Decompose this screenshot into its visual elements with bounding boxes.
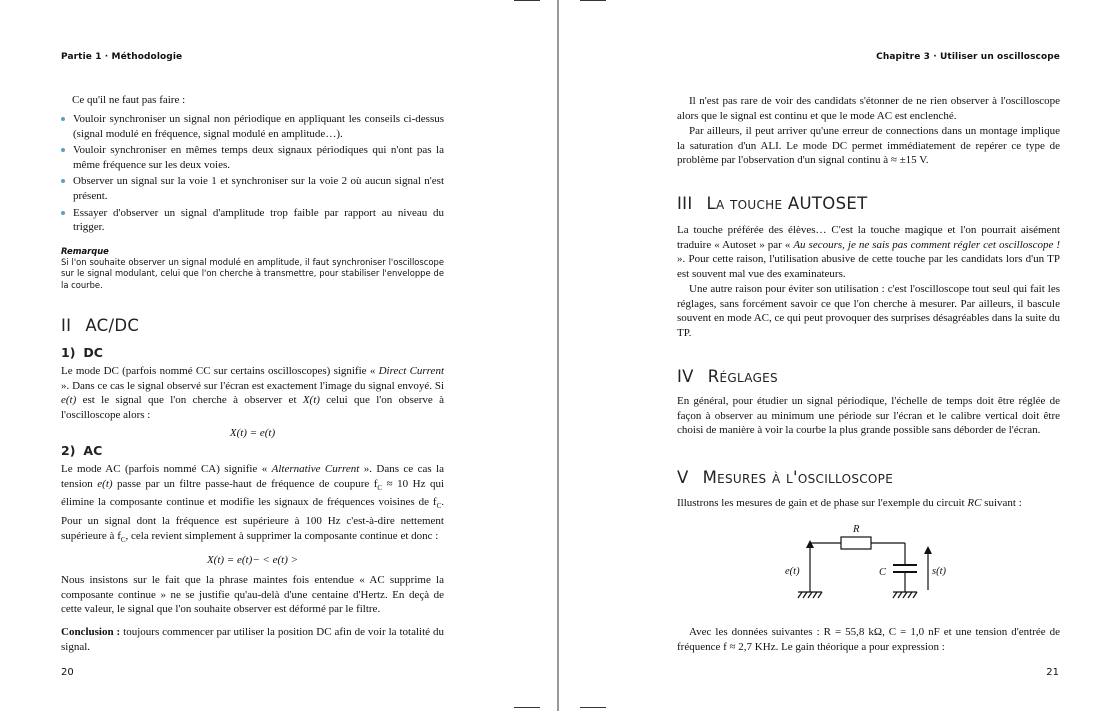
section-title: Mesures à l'oscilloscope: [702, 468, 894, 487]
bullet-icon: [61, 211, 65, 215]
bullet-icon: [61, 117, 65, 121]
rc-circuit-diagram: [783, 520, 953, 606]
page-number: 21: [1046, 667, 1059, 678]
subsection-heading-dc: [61, 345, 103, 360]
subsection-number: 2): [61, 443, 76, 458]
conclusion-paragraph: Conclusion : toujours commencer par utiliser la position DC afin de voir la totalité du signal.: [61, 626, 444, 653]
paragraph: Avec les données suivantes : R = 55,8 kΩ, C = 1,0 nF et une tension d'entrée de fréquence f ≈ 2,7 KHz. Le gain théorique a pour expression :: [677, 626, 1060, 653]
autoset-paragraph: La touche préférée des élèves… C'est la touche magique et l'on pourrait aisément traduire « Autoset » par « Au secours, je ne sais pas comment régler cet oscilloscope ! ». Pour cette raison, l'utilisation abusive de cette touche par les candidats lors d'un TP est souvent mal vue des examinateurs.: [677, 224, 1060, 280]
ac-equation: X(t) = e(t)− < e(t) >: [206, 554, 299, 566]
arrow-e-head: [806, 540, 814, 548]
input-voltage-label: e(t): [785, 566, 800, 577]
paragraph: En général, pour étudier un signal périodique, l'échelle de temps doit être réglée de façon à observer au minimum une période sur l'écran et le calibre vertical doit être choisi de manière à voir la courbe la plus grande possible sans déborder de l'écran.: [677, 395, 1060, 437]
section-number: V: [677, 468, 689, 487]
bullet-icon: [61, 179, 65, 183]
section-number: IV: [677, 367, 694, 386]
section-number: II: [61, 316, 72, 335]
subsection-title: AC: [83, 443, 103, 458]
dc-paragraph: Le mode DC (parfois nommé CC sur certains oscilloscopes) signifie « Direct Current ». Dans ce cas le signal observé sur l'écran est exactement l'image du signal envoyé. Si e(t) est le signal que l'on cherche à observer et X(t) celui que l'on observe à l'oscilloscope alors :: [61, 365, 444, 421]
resistor-symbol: [841, 537, 871, 549]
resistor-label: R: [853, 524, 860, 535]
bullet-list: [61, 112, 444, 235]
section-heading-acdc: [61, 316, 139, 335]
left-page: [0, 0, 557, 711]
subsection-title: DC: [83, 345, 103, 360]
section-heading-autoset: [677, 194, 867, 213]
ac-paragraph: Le mode AC (parfois nommé CA) signifie « Alternative Current ». Dans ce cas la tension e(t) passe par un filtre passe-haut de fréquence de coupure $f_C \approx 10$ Hz qui élimine la composante continue et modifie les signaux de fréquences voisines de $f_C$. Pour un signal dont la fréquence est supérieure à 100 Hz c'est-à-dire nettement supérieure à $f_C$, cela revient simplement à supprimer la composante continue et donc :: [61, 463, 445, 544]
running-head: Partie 1 · Méthodologie: [61, 52, 183, 62]
intro-text: Ce qu'il ne faut pas faire :: [72, 94, 186, 106]
list-item: Vouloir synchroniser un signal non périodique en appliquant les conseils ci-dessus (signal modulé en fréquence, signal modulé en amplitude…).: [61, 112, 444, 141]
remark-box: [61, 246, 444, 291]
section-title: Réglages: [707, 367, 778, 386]
paragraph: Il n'est pas rare de voir des candidats s'étonner de ne rien observer à l'oscilloscope alors que le signal est continu et que le mode AC est enclenché.: [677, 95, 1060, 122]
running-head: Chapitre 3 · Utiliser un oscilloscope: [876, 52, 1060, 62]
output-voltage-label: s(t): [932, 566, 946, 577]
subsection-number: 1): [61, 345, 76, 360]
section-heading-reglages: [677, 367, 778, 386]
right-page: [559, 0, 1117, 711]
paragraph: Une autre raison pour éviter son utilisation : c'est l'oscilloscope tout seul qui fait les réglages, sans forcément savoir ce que l'on cherche à mesurer. Par ailleurs, il bascule souvent en mode AC, ce qui peut provoquer des surprises désagréables dans la suite du TP.: [677, 283, 1060, 339]
arrow-s-head: [924, 546, 932, 554]
page-number: 20: [61, 667, 74, 678]
subsection-heading-ac: [61, 443, 102, 458]
section-number: III: [677, 194, 693, 213]
paragraph: Illustrons les mesures de gain et de phase sur l'exemple du circuit RC suivant :: [677, 497, 1022, 509]
ac-note-paragraph: Nous insistons sur le fait que la phrase maintes fois entendue « AC supprime la composante continue » ne se justifie qu'au-delà d'une centaine d'Hertz. En deçà de cette valeur, le signal que l'on souhaite observer est déformé par le filtre.: [61, 574, 444, 616]
section-title: AC/DC: [85, 316, 140, 335]
list-item: Observer un signal sur la voie 1 et synchroniser sur la voie 2 où aucun signal n'est présent.: [61, 174, 444, 203]
list-item: Vouloir synchroniser en mêmes temps deux signaux périodiques qui n'ont pas la même fréquence sur les deux voies.: [61, 143, 444, 172]
bullet-icon: [61, 148, 65, 152]
list-item: Essayer d'observer un signal d'amplitude trop faible par rapport au niveau du trigger.: [61, 206, 444, 235]
remark-title: Remarque: [61, 246, 109, 256]
section-heading-mesures: [677, 468, 893, 487]
remark-text: Si l'on souhaite observer un signal modulé en amplitude, il faut synchroniser l'oscilloscope sur le signal modulant, celui que l'on cherche à transmettre, pour stabiliser l'enveloppe de la courbe.: [61, 257, 444, 290]
dc-equation: X(t) = e(t): [229, 427, 276, 439]
bullet-list-block: [61, 112, 444, 237]
capacitor-label: C: [879, 567, 887, 578]
section-title: La touche AUTOSET: [706, 194, 868, 213]
paragraph: Par ailleurs, il peut arriver qu'une erreur de connections dans un montage implique la saturation d'un ALI. Le mode DC permet immédiatement de repérer ce type de problème par l'observation d'un signal continu à ≈ ±15 V.: [677, 125, 1060, 167]
